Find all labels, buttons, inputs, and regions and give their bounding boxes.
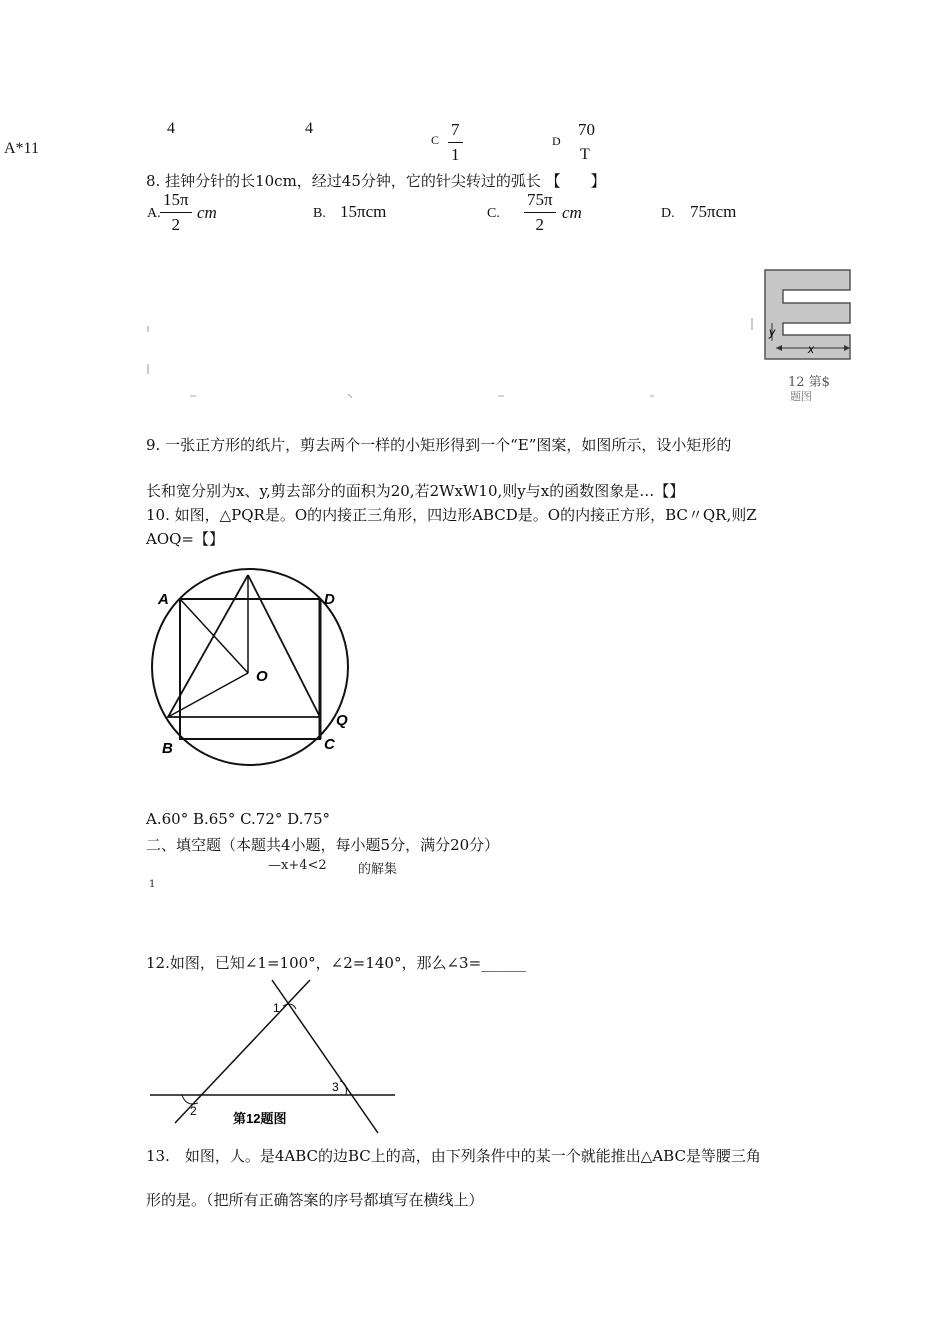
e-shape-figure: [760, 265, 855, 363]
q8-option-d-value: 75πcm: [690, 202, 737, 221]
q13-line-2: 形的是。（把所有正确答案的序号都填写在横线上）: [146, 1191, 484, 1209]
q9-line-1: 9. 一张正方形的纸片，剪去两个一样的小矩形得到一个“E”图案，如图所示，设小矩形的: [146, 436, 732, 454]
q7-fragment-a: 4: [167, 120, 175, 137]
q8-a-denominator: 2: [171, 215, 181, 234]
q8-option-c-fraction: [524, 190, 556, 235]
square-abcd: [180, 599, 320, 739]
angle-label-2: 2: [190, 1104, 197, 1118]
e-figure-y-label: y: [769, 325, 775, 339]
label-d: D: [324, 591, 335, 608]
q7-option-d-top: 70: [578, 120, 595, 139]
label-b: B: [162, 740, 173, 757]
fraction-bar: [524, 212, 556, 213]
q7-c-denominator: 1: [451, 145, 460, 164]
q7-fragment-b: 4: [305, 120, 313, 137]
q7-c-numerator: 7: [451, 120, 460, 139]
q8-option-b-value: 15πcm: [340, 202, 387, 221]
q8-option-c-unit: cm: [562, 203, 582, 222]
e-figure-x-label: x: [808, 342, 814, 356]
q8-stem: 8. 挂钟分针的长10cm，经过45分钟，它的针尖转过的弧长 【 】: [146, 172, 606, 190]
e-figure-caption-1: 12 第$: [788, 375, 830, 390]
q9-line-2: 长和宽分别为x、y,剪去部分的面积为20,若2WxW10,则y与x的函数图象是…【】: [146, 482, 685, 500]
label-q: Q: [336, 712, 348, 729]
q8-a-numerator: 15π: [163, 190, 189, 209]
angles-figure: [140, 975, 410, 1135]
q10-line-2: AOQ=【】: [146, 530, 224, 548]
q8-option-a-letter: A.: [147, 206, 161, 221]
q7-option-c-fraction: [448, 120, 463, 165]
q12-text: 12.如图，已知∠1=100°，∠2=140°，那么∠3=______: [146, 954, 527, 972]
fraction-bar: [160, 212, 192, 213]
q7-option-d-bottom: T: [580, 146, 590, 163]
q8-option-d-letter: D.: [661, 206, 675, 221]
q8-c-numerator: 75π: [527, 190, 553, 209]
circle-square-figure: [140, 575, 370, 770]
q7-option-d-letter: D: [552, 134, 561, 148]
q13-line-1: 13. 如图，人。是4ABC的边BC上的高，由下列条件中的某一个就能推出△ABC是等腰三角: [146, 1147, 761, 1165]
q8-c-denominator: 2: [535, 215, 545, 234]
q8-option-c-letter: C.: [487, 206, 500, 221]
e-figure-caption-2: 题图: [790, 390, 812, 403]
q11-fragment-tail: 的解集: [358, 862, 398, 877]
q8-option-a-fraction: [160, 190, 192, 235]
segment-ao: [180, 599, 248, 673]
line-left: [175, 980, 310, 1123]
q10-options: A.60° B.65° C.72° D.75°: [146, 810, 331, 828]
q8-option-a-unit: cm: [197, 203, 217, 222]
q11-fragment-num: 1: [149, 879, 156, 890]
angle-label-3: 3: [332, 1080, 339, 1094]
q8-option-b-letter: B.: [313, 206, 326, 221]
triangle-pqr: [168, 575, 320, 717]
q7-option-c-letter: C: [431, 133, 440, 147]
label-c: C: [324, 736, 335, 753]
q10-line-1: 10. 如图，△PQR是。O的内接正三角形，四边形ABCD是。O的内接正方形，BC〃QR,则Z: [146, 506, 757, 524]
label-o: O: [256, 668, 268, 685]
line-right: [272, 980, 378, 1133]
label-a: A: [158, 591, 169, 608]
margin-note: A*11: [4, 140, 39, 157]
angle-label-1: 1: [273, 1001, 280, 1015]
cutoff-graph-artifacts: [140, 318, 780, 402]
fraction-bar: [448, 142, 463, 143]
section-2-title: 二、填空题（本题共4小题，每小题5分，满分20分）: [146, 836, 500, 854]
q11-fragment-expr: —x+4<2: [268, 858, 327, 873]
q12-figure-caption: 第12题图: [233, 1111, 287, 1126]
